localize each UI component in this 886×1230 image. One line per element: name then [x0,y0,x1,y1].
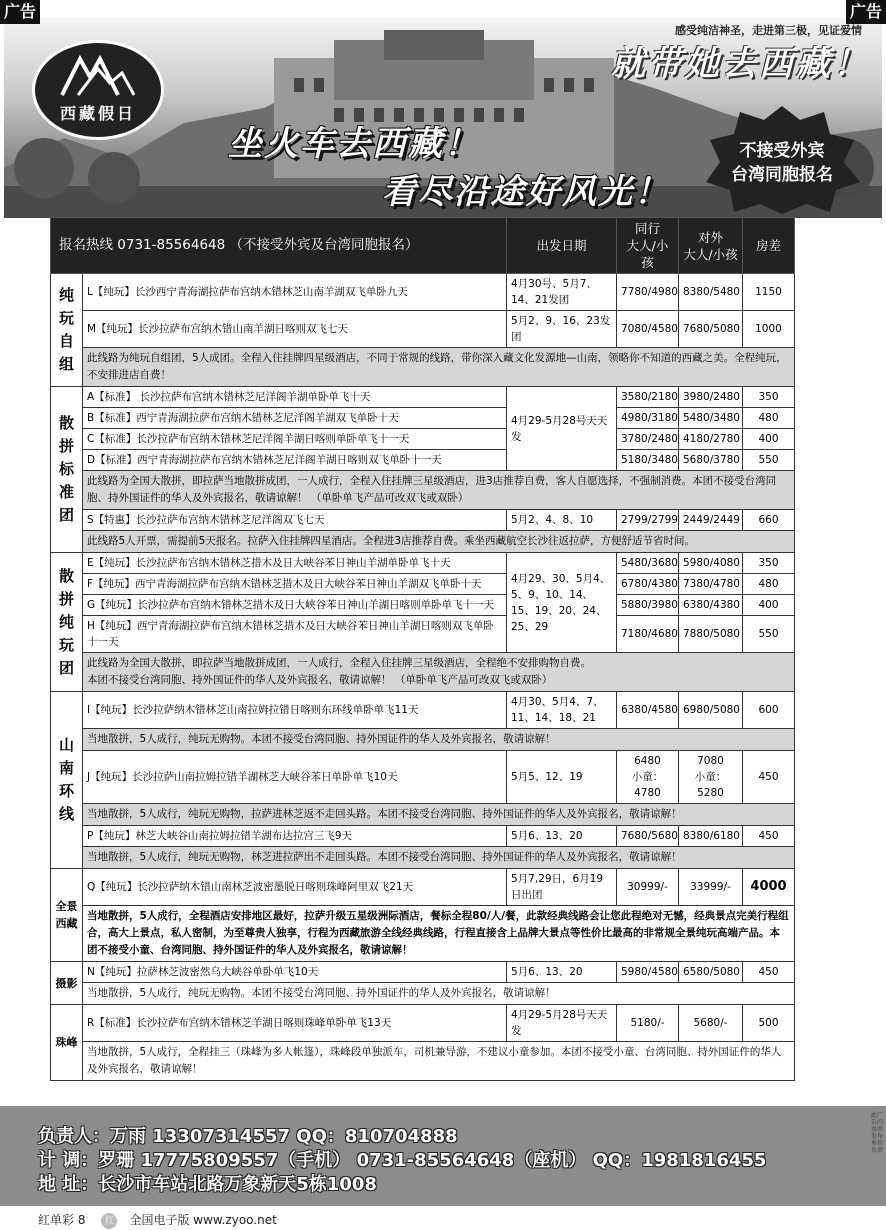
route-name: E【纯玩】长沙拉萨布宫纳木错林芝措木及日大峡谷苯日神山羊湖单卧单飞十天 [83,553,507,574]
room-diff: 1000 [743,311,795,348]
section-note: 此线路5人开票，需提前5天报名。拉萨入住挂牌四星酒店。全程进3店推荐自费。乘坐西藏航空长沙往返拉萨，方便舒适节省时间。 [83,531,795,553]
route-name: F【纯玩】西宁青海湖拉萨布宫纳木错林芝措木及日大峡谷苯日神山羊湖双飞单卧十天 [83,574,507,595]
peer-price: 2799/2799 [617,510,679,531]
contact-manager: 负责人：万雨 13307314557 QQ：810704888 [38,1126,458,1147]
public-price: 8380/6180 [679,826,743,847]
public-price: 4180/2780 [679,429,743,450]
vertical-disclaimer: 此广告内容由发布单位负责 [871,1112,884,1154]
peer-price: 6380/4580 [617,692,679,729]
no-foreigners-badge [704,106,860,214]
room-diff: 350 [743,553,795,574]
departure-date: 4月30、5月4、7、11、14、18、21 [507,692,617,729]
section-note-row [51,653,795,692]
section-note-row [51,531,795,553]
table-row [51,553,795,574]
table-row [51,962,795,983]
table-row [51,408,795,429]
badge-line-1: 不接受外宾 [739,141,825,161]
public-price: 33999/- [679,869,743,906]
badge-line-2: 台湾同胞报名 [731,165,833,185]
contact-planner: 计 调：罗珊 17775809557（手机） 0731-85564648（座机） QQ：1981816455 [38,1150,767,1171]
ad-label-right: 广告 [846,0,886,24]
public-price: 6580/5080 [679,962,743,983]
table-header [51,218,795,274]
route-name: D【标准】西宁青海湖拉萨布宫纳木错林芝尼洋阁羊湖日喀则双飞单卧十一天 [83,450,507,471]
table-row [51,574,795,595]
peer-price: 5180/- [617,1005,679,1042]
route-name: J【纯玩】长沙拉萨山南拉姆拉错羊湖林芝大峡谷苯日单卧单飞10天 [83,751,507,804]
room-diff: 450 [743,962,795,983]
mountain-logo-icon [58,51,138,99]
peer-price: 4980/3180 [617,408,679,429]
departure-date: 5月2、9、16、23发团 [507,311,617,348]
peer-price: 3580/2180 [617,387,679,408]
room-diff: 550 [743,616,795,653]
public-price: 7880/5080 [679,616,743,653]
public-price: 7080 小童：5280 [679,751,743,804]
website[interactable]: 全国电子版 www.zyoo.net [129,1213,277,1227]
peer-price: 5480/3680 [617,553,679,574]
route-name: I【纯玩】长沙拉萨纳木错林芝山南拉姆拉错日喀则东环线单卧单飞11天 [83,692,507,729]
departure-date: 5月5、12、19 [507,751,617,804]
room-diff: 400 [743,429,795,450]
peer-price: 7780/4980 [617,274,679,311]
section-note-row [51,906,795,962]
section-note-row [51,804,795,826]
logo-text: 西藏假日 [59,104,136,123]
page-label: 红单彩 8 [38,1213,86,1227]
departure-date: 4月29-5月28号天天发 [507,387,617,471]
room-diff: 400 [743,595,795,616]
section-note: 此线路为纯玩自组团，5人成团。全程入住挂牌四星级酒店，不同于常规的线路，带你深入藏文化发源地—山南，领略你不知道的西藏之美。全程纯玩，不安排进店自费！ [83,348,795,387]
public-price: 7380/4780 [679,574,743,595]
public-price: 7680/5080 [679,311,743,348]
section-note: 当地散拼，5人成行，纯玩无购物。本团不接受台湾同胞、持外国证件的华人及外宾报名，敬请谅解！ [83,983,795,1005]
section-note: 当地散拼，5人成行，全程挂三（珠峰为多人帐篷），珠峰段单独派车，司机兼导游，不建议小童参加。本团不接受小童、台湾同胞、持外国证件的华人及外宾报名，敬请谅解！ [83,1042,795,1081]
route-name: N【纯玩】拉萨林芝波密然乌大峡谷单卧单飞10天 [83,962,507,983]
route-name: S【特惠】长沙拉萨布宫纳木错林芝尼洋阁双飞七天 [83,510,507,531]
public-price: 5480/3480 [679,408,743,429]
circle-mark-icon: 红 [101,1213,117,1229]
public-price: 5980/4080 [679,553,743,574]
departure-date: 4月29-5月28号天天发 [507,1005,617,1042]
table-row [51,595,795,616]
section-note: 当地散拼，5人成行，全程酒店安排地区最好，拉萨升级五星级洲际酒店，餐标全程80/人/餐，此款经典线路会让您此程绝对无憾，经典景点完美行程组合，高大上景点，私人密制，为至尊贵人独享，行程为西藏旅游全线经典线路，行程直接含上品牌大景点等性价比最高的非常规全景纯玩高端产品。本团不接受小童、台湾同胞、持外国证件的华人及外宾报名，敬请谅解！ [83,906,795,962]
section-note: 当地散拼，5人成行，纯玩无购物，林芝进拉萨出不走回头路。本团不接受台湾同胞、持外国证件的华人及外宾报名，敬请谅解！ [83,847,795,869]
public-price: 8380/5480 [679,274,743,311]
departure-date: 5月6、13、20 [507,962,617,983]
contact-footer [0,1106,886,1206]
public-price: 6380/4380 [679,595,743,616]
room-diff: 1150 [743,274,795,311]
public-price-header: 对外 大人/小孩 [679,218,743,274]
table-row [51,751,795,804]
table-row [51,826,795,847]
peer-price: 7080/4580 [617,311,679,348]
section-note: 当地散拼，5人成行，纯玩无购物。本团不接受台湾同胞、持外国证件的华人及外宾报名，敬请谅解！ [83,729,795,751]
hotline-header: 报名热线 0731-85564648 （不接受外宾及台湾同胞报名） [51,218,507,274]
peer-price: 30999/- [617,869,679,906]
banner-headline-1: 坐火车去西藏！ [228,124,480,164]
section-note-row [51,471,795,510]
public-price: 5680/- [679,1005,743,1042]
departure-date: 5月7,29日，6月19日出团 [507,869,617,906]
peer-price: 6480 小童：4780 [617,751,679,804]
hero-banner [4,18,882,218]
section-note-row [51,729,795,751]
table-row [51,311,795,348]
departure-date: 4月29、30、5月4、5、9、10、14、15、19、20、24、25、29 [507,553,617,653]
room-diff-header: 房差 [743,218,795,274]
departure-date: 5月6、13、20 [507,826,617,847]
brand-logo [32,40,164,140]
section-note-row [51,348,795,387]
section-note-row [51,983,795,1005]
route-name: R【标准】长沙拉萨布宫纳木错林芝羊湖日喀则珠峰单卧单飞13天 [83,1005,507,1042]
category-label: 全景西藏 [51,869,83,962]
room-diff: 4000 [743,869,795,906]
room-diff: 550 [743,450,795,471]
route-name: M【纯玩】长沙拉萨布宫纳木错山南羊湖日喀则双飞七天 [83,311,507,348]
route-name: P【纯玩】林芝大峡谷山南拉姆拉错羊湖布达拉宫三飞9天 [83,826,507,847]
peer-price: 7180/4680 [617,616,679,653]
section-note: 此线路为全国大散拼，即拉萨当地散拼成团，一人成行，全程入住挂牌三星级酒店，进3店推荐自费，客人自愿选择，不强制消费。本团不接受台湾同胞、持外国证件的华人及外宾报名，敬请谅解！ （单卧单飞产品可改双飞或双卧） [83,471,795,510]
table-row [51,616,795,653]
peer-price: 7680/5680 [617,826,679,847]
category-label: 纯玩自组 [51,274,83,387]
room-diff: 660 [743,510,795,531]
table-row [51,1005,795,1042]
banner-headline-2: 看尽沿途好风光！ [382,172,670,212]
category-label: 摄影 [51,962,83,1005]
departure-date: 5月2、4、8、10 [507,510,617,531]
section-note: 此线路为全国大散拼，即拉萨当地散拼成团，一人成行，全程入住挂牌三星级酒店，全程绝不安排购物自费。 本团不接受台湾同胞、持外国证件的华人及外宾报名，敬请谅解！ （单卧单飞产品可改双飞或双卧） [83,653,795,692]
room-diff: 450 [743,826,795,847]
table-row [51,274,795,311]
departure-date: 4月30号、5月7、14、21发团 [507,274,617,311]
route-name: C【标准】长沙拉萨布宫纳木错林芝尼洋阁羊湖日喀则单卧单飞十一天 [83,429,507,450]
peer-price: 5980/4580 [617,962,679,983]
public-price: 3980/2480 [679,387,743,408]
route-name: Q【纯玩】长沙拉萨纳木错山南林芝波密墨脱日喀则珠峰阿里双飞21天 [83,869,507,906]
room-diff: 450 [743,751,795,804]
table-row [51,692,795,729]
room-diff: 500 [743,1005,795,1042]
route-name: A【标准】 长沙拉萨布宫纳木错林芝尼洋阁羊湖单卧单飞十天 [83,387,507,408]
room-diff: 480 [743,574,795,595]
banner-tagline: 就带她去西藏！ [611,44,870,84]
route-name: B【标准】西宁青海湖拉萨布宫纳木错林芝尼洋阁羊湖双飞单卧十天 [83,408,507,429]
ad-label-left: 广告 [0,0,40,24]
category-label: 山南环线 [51,692,83,869]
section-note: 当地散拼，5人成行，纯玩无购物，拉萨进林芝返不走回头路。本团不接受台湾同胞、持外国证件的华人及外宾报名，敬请谅解！ [83,804,795,826]
public-price: 5680/3780 [679,450,743,471]
table-row [51,510,795,531]
peer-price: 6780/4380 [617,574,679,595]
room-diff: 350 [743,387,795,408]
category-label: 散拼标准团 [51,387,83,553]
table-row [51,450,795,471]
table-row [51,429,795,450]
public-price: 2449/2449 [679,510,743,531]
peer-price: 5180/3480 [617,450,679,471]
table-row [51,387,795,408]
peer-price: 5880/3980 [617,595,679,616]
category-label: 珠峰 [51,1005,83,1081]
route-name: H【纯玩】西宁青海湖拉萨布宫纳木错林芝措木及日大峡谷苯日神山羊湖日喀则双飞单卧十一天 [83,616,507,653]
room-diff: 600 [743,692,795,729]
section-note-row [51,847,795,869]
peer-price: 3780/2480 [617,429,679,450]
banner-slogan: 感受纯洁神圣，走进第三极，见证爱情 [675,24,862,37]
public-price: 6980/5080 [679,692,743,729]
contact-address: 地 址：长沙市车站北路万象新天5栋1008 [38,1174,377,1195]
room-diff: 480 [743,408,795,429]
page-footer [38,1211,277,1229]
date-header: 出发日期 [507,218,617,274]
route-name: G【纯玩】长沙拉萨布宫纳木错林芝措木及日大峡谷苯日神山羊湖日喀则单卧单飞十一天 [83,595,507,616]
section-note-row [51,1042,795,1081]
category-label: 散拼纯玩团 [51,553,83,692]
peer-price-header: 同行 大人/小孩 [617,218,679,274]
table-row [51,869,795,906]
tour-price-table [50,217,794,1081]
route-name: L【纯玩】长沙西宁青海湖拉萨布宫纳木错林芝山南羊湖双飞单卧九天 [83,274,507,311]
